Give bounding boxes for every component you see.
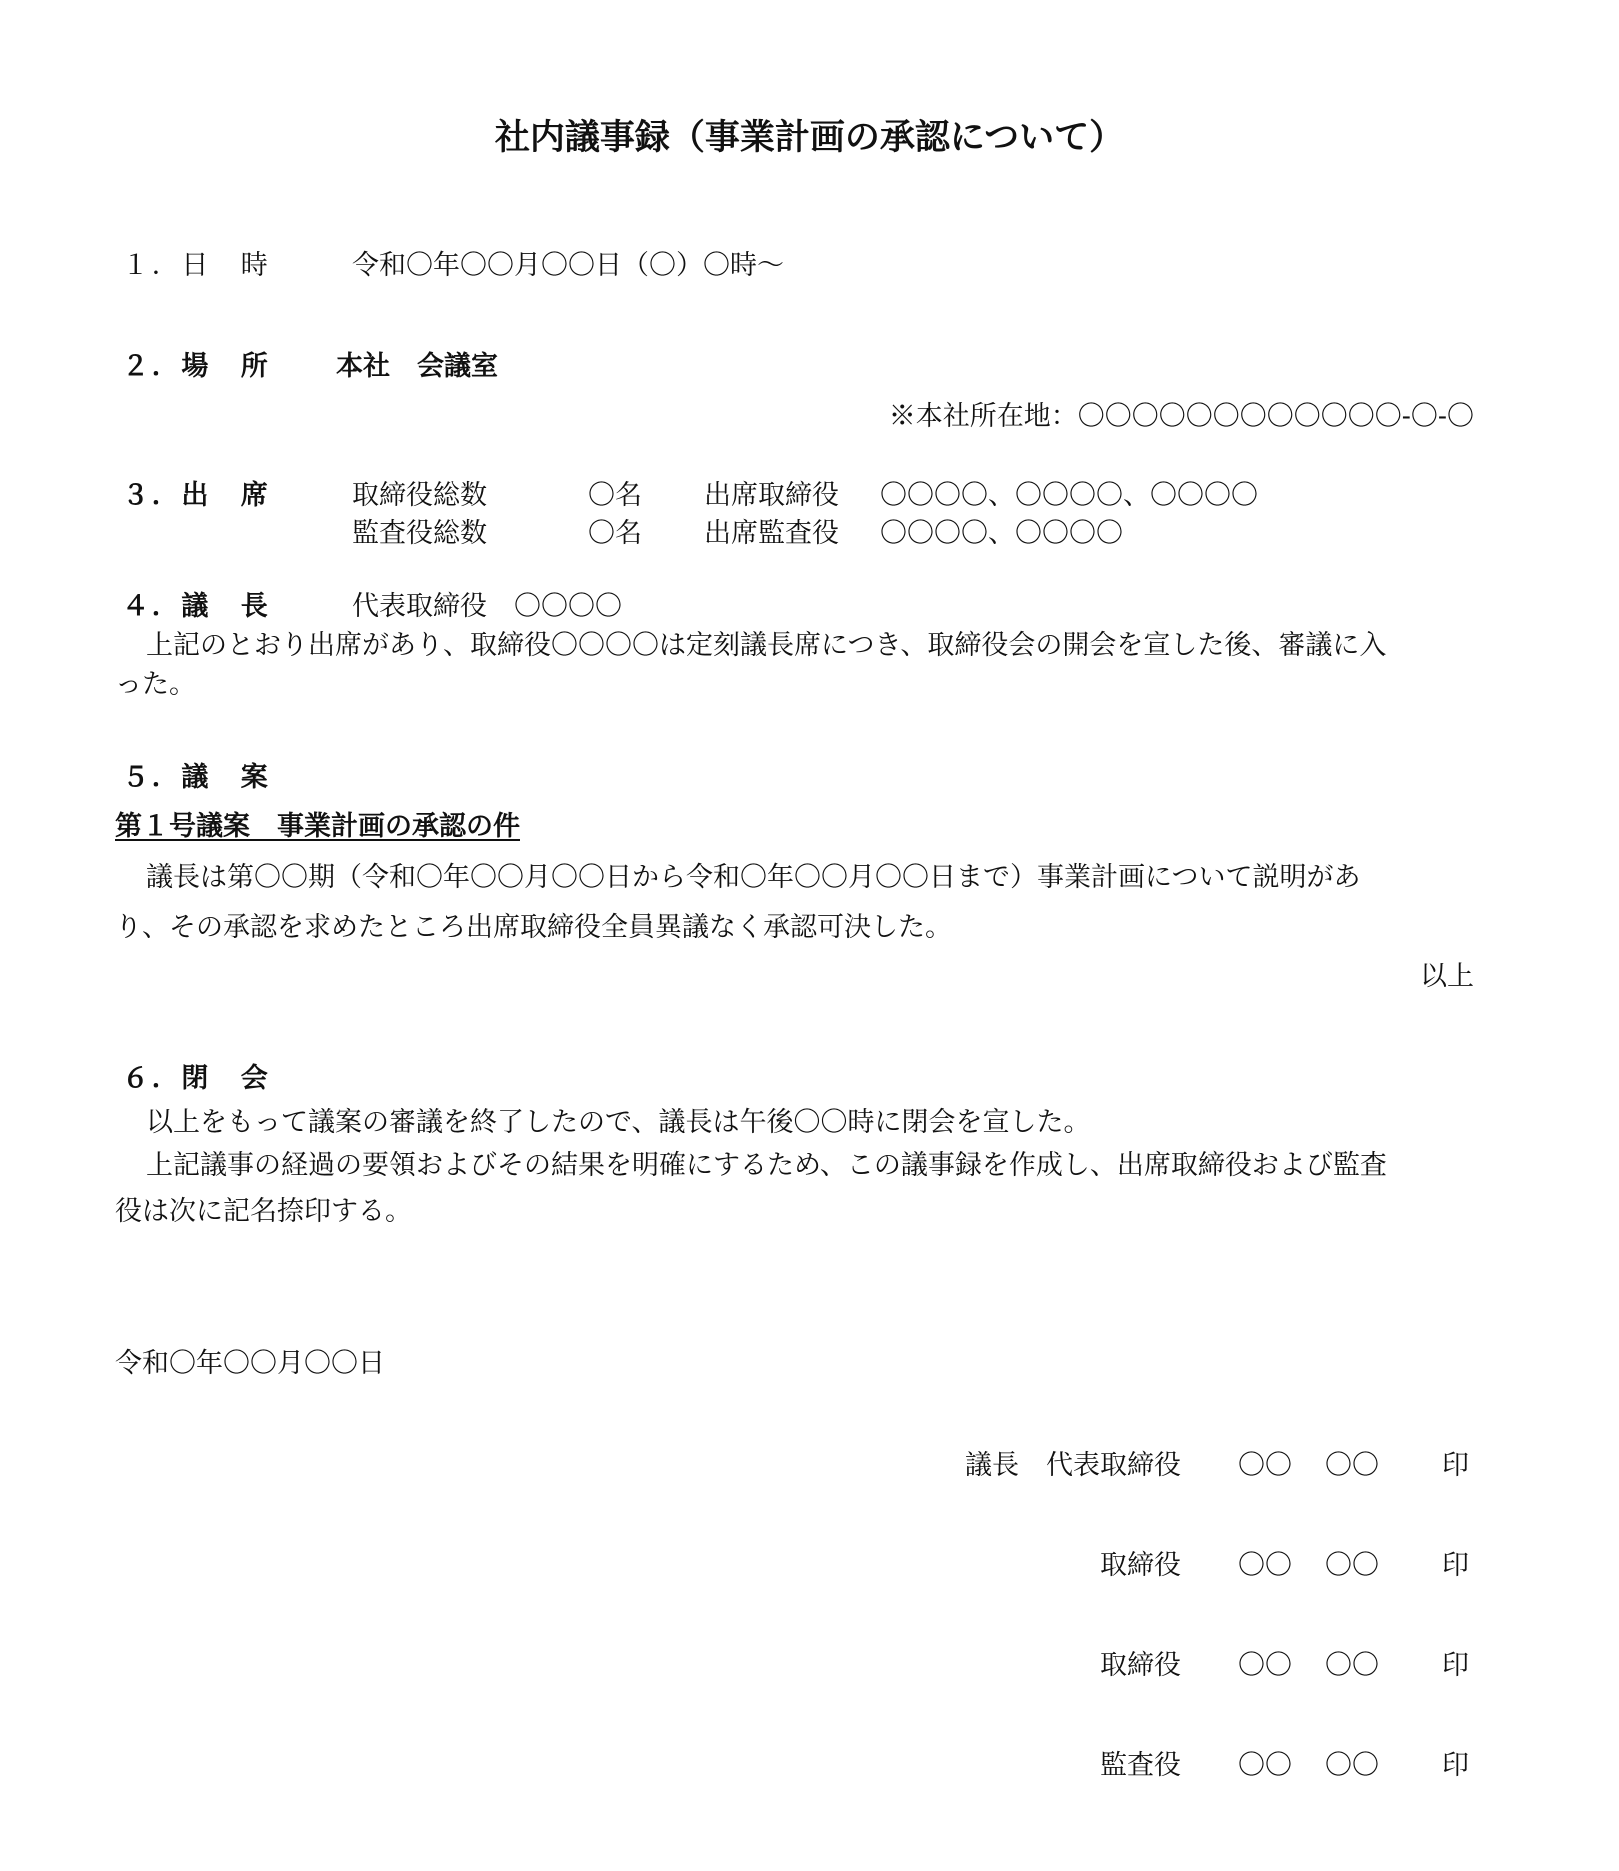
signature-name-2: 〇〇 [1325, 1550, 1379, 1581]
signature-name-1: 〇〇 [1238, 1550, 1292, 1581]
seal-mark: 印 [1442, 1450, 1469, 1481]
directors-total-label: 取締役総数 [352, 480, 487, 511]
attending-auditors-label: 出席監査役 [704, 518, 839, 549]
auditors-total-label: 監査役総数 [352, 518, 487, 549]
proposal-paragraph-line-2: り、その承認を求めたところ出席取締役全員異議なく承認可決した。 [115, 912, 952, 943]
section-5-label: ５．議 案 [122, 762, 271, 793]
document-title: 社内議事録（事業計画の承認について） [494, 117, 1125, 158]
signature-name-2: 〇〇 [1325, 1650, 1379, 1681]
seal-mark: 印 [1442, 1650, 1469, 1681]
chairperson: 代表取締役 〇〇〇〇 [352, 591, 622, 622]
directors-count: 〇名 [588, 480, 642, 511]
head-office-address: ※本社所在地：〇〇〇〇〇〇〇〇〇〇〇〇-〇-〇 [888, 401, 1474, 432]
closing-paragraph-2-line-2: 役は次に記名捺印する。 [115, 1196, 412, 1227]
seal-mark: 印 [1442, 1550, 1469, 1581]
closing-paragraph-1: 以上をもって議案の審議を終了したので、議長は午後〇〇時に閉会を宣した。 [146, 1107, 1091, 1138]
section-4-label: ４．議 長 [122, 591, 271, 622]
chair-paragraph-line-1: 上記のとおり出席があり、取締役〇〇〇〇は定刻議長席につき、取締役会の開会を宣した後、審議に入 [146, 630, 1387, 661]
meeting-place: 本社 会議室 [336, 351, 498, 382]
signature-name-2: 〇〇 [1325, 1750, 1379, 1781]
signature-role-chair: 議長 代表取締役 [965, 1450, 1181, 1481]
section-2-label: ２．場 所 [122, 351, 271, 382]
proposal-title: 第１号議案 事業計画の承認の件 [115, 811, 520, 842]
signature-name-1: 〇〇 [1238, 1750, 1292, 1781]
attending-auditors-names: 〇〇〇〇、〇〇〇〇 [880, 518, 1123, 549]
seal-mark: 印 [1442, 1750, 1469, 1781]
chair-paragraph-line-2: った。 [115, 669, 196, 700]
attending-directors-names: 〇〇〇〇、〇〇〇〇、〇〇〇〇 [880, 480, 1258, 511]
closing-remark: 以上 [1420, 961, 1474, 992]
signature-name-2: 〇〇 [1325, 1450, 1379, 1481]
attending-directors-label: 出席取締役 [704, 480, 839, 511]
meeting-datetime: 令和〇年〇〇月〇〇日（〇）〇時〜 [352, 250, 784, 281]
signature-role-director: 取締役 [1100, 1550, 1181, 1581]
document-date: 令和〇年〇〇月〇〇日 [115, 1348, 385, 1379]
signature-name-1: 〇〇 [1238, 1650, 1292, 1681]
section-1-label: １．日 時 [122, 250, 271, 281]
signature-name-1: 〇〇 [1238, 1450, 1292, 1481]
auditors-count: 〇名 [588, 518, 642, 549]
signature-role-auditor: 監査役 [1100, 1750, 1181, 1781]
closing-paragraph-2-line-1: 上記議事の経過の要領およびその結果を明確にするため、この議事録を作成し、出席取締役および監査 [146, 1150, 1387, 1181]
signature-role-director: 取締役 [1100, 1650, 1181, 1681]
proposal-paragraph-line-1: 議長は第〇〇期（令和〇年〇〇月〇〇日から令和〇年〇〇月〇〇日まで）事業計画について説明があ [146, 862, 1361, 893]
section-6-label: ６．閉 会 [122, 1063, 271, 1094]
section-3-label: ３．出 席 [122, 480, 271, 511]
